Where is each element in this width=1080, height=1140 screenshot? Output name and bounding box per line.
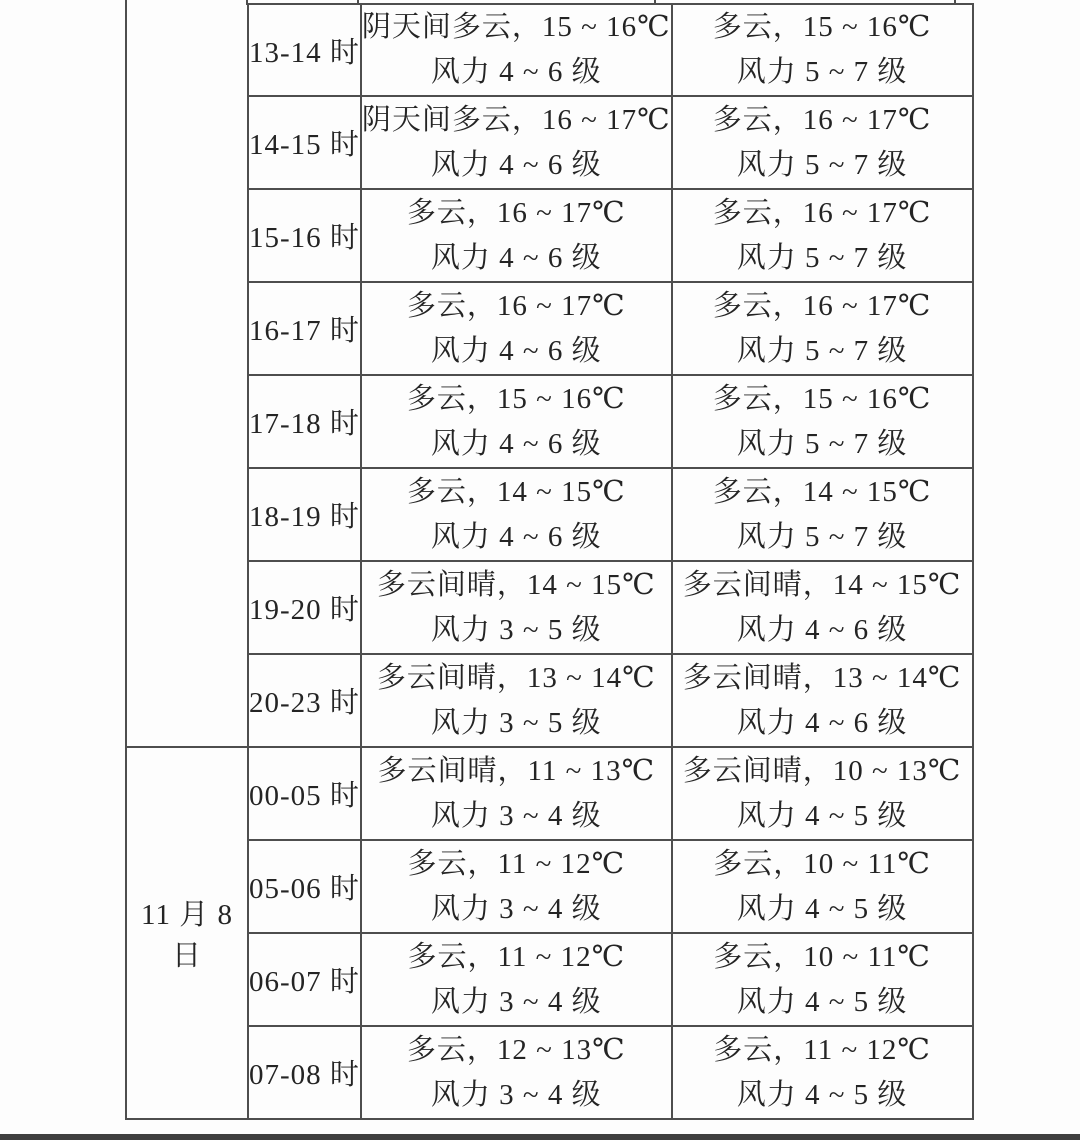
forecast-condition-line: 多云，16 ~ 17℃ [406,289,626,322]
forecast-condition-line: 多云间晴，14 ~ 15℃ [682,568,962,601]
forecast-row [126,1026,973,1119]
forecast-wind-line: 风力 3 ~ 4 级 [430,1078,602,1111]
time-range-cell: 18-19 时 [248,468,361,561]
forecast-wind-line: 风力 4 ~ 6 级 [430,56,602,88]
forecast-row [126,4,973,96]
forecast-condition-line: 多云间晴，13 ~ 14℃ [376,661,656,694]
day-forecast-cell [361,747,672,840]
forecast-wind-line: 风力 4 ~ 6 级 [430,334,602,367]
forecast-condition-line: 多云，11 ~ 12℃ [407,847,626,880]
night-forecast-cell [672,654,973,747]
night-forecast-cell [672,747,973,840]
forecast-condition-line: 多云，11 ~ 12℃ [713,1033,931,1066]
forecast-row [126,468,973,561]
time-range-cell: 16-17 时 [248,282,361,375]
forecast-condition-line: 阴天间多云，16 ~ 17℃ [361,103,671,136]
forecast-row [126,840,973,933]
forecast-wind-line: 风力 4 ~ 6 级 [736,706,908,739]
hourly-forecast-table [125,3,974,1120]
night-forecast-cell [672,1026,973,1119]
forecast-wind-line: 风力 3 ~ 5 级 [430,706,602,739]
forecast-wind-line: 风力 3 ~ 4 级 [430,985,602,1018]
forecast-wind-line: 风力 5 ~ 7 级 [736,56,908,88]
forecast-wind-line: 风力 5 ~ 7 级 [736,520,908,553]
time-range-cell: 17-18 时 [248,375,361,468]
night-forecast-cell [672,4,973,96]
forecast-condition-line: 多云，16 ~ 17℃ [712,103,932,136]
time-range-cell: 07-08 时 [248,1026,361,1119]
forecast-wind-line: 风力 5 ~ 7 级 [736,427,908,460]
night-forecast-cell [672,468,973,561]
forecast-condition-line: 多云间晴，13 ~ 14℃ [682,661,962,694]
time-range-cell: 14-15 时 [248,96,361,189]
day-forecast-cell [361,282,672,375]
time-range-cell: 06-07 时 [248,933,361,1026]
forecast-wind-line: 风力 4 ~ 6 级 [736,613,908,646]
time-range-cell: 05-06 时 [248,840,361,933]
forecast-condition-line: 多云，14 ~ 15℃ [712,475,932,508]
forecast-wind-line: 风力 5 ~ 7 级 [736,148,908,181]
forecast-wind-line: 风力 4 ~ 5 级 [736,985,908,1018]
forecast-wind-line: 风力 4 ~ 5 级 [736,1078,908,1111]
forecast-condition-line: 多云间晴，14 ~ 15℃ [376,568,656,601]
forecast-condition-line: 多云，15 ~ 16℃ [712,382,932,415]
day-forecast-cell [361,375,672,468]
forecast-condition-line: 多云，14 ~ 15℃ [406,475,626,508]
forecast-row [126,933,973,1026]
forecast-row [126,96,973,189]
night-forecast-cell [672,96,973,189]
forecast-condition-line: 多云，10 ~ 11℃ [713,940,931,973]
night-forecast-cell [672,561,973,654]
forecast-condition-line: 多云，15 ~ 16℃ [712,11,932,43]
time-range-cell: 20-23 时 [248,654,361,747]
time-range-cell: 15-16 时 [248,189,361,282]
forecast-condition-line: 多云，15 ~ 16℃ [406,382,626,415]
day-forecast-cell [361,4,672,96]
bottom-edge-bar [0,1134,1080,1140]
forecast-condition-line: 多云间晴，11 ~ 13℃ [377,754,656,787]
night-forecast-cell [672,933,973,1026]
day-forecast-cell [361,933,672,1026]
time-range-cell: 19-20 时 [248,561,361,654]
forecast-condition-line: 多云，16 ~ 17℃ [712,289,932,322]
forecast-row [126,375,973,468]
date-cell [126,4,248,747]
day-forecast-cell [361,96,672,189]
forecast-wind-line: 风力 3 ~ 4 级 [430,799,602,832]
forecast-condition-line: 多云，10 ~ 11℃ [713,847,931,880]
day-forecast-cell [361,561,672,654]
forecast-row [126,282,973,375]
forecast-wind-line: 风力 3 ~ 5 级 [430,613,602,646]
forecast-condition-line: 多云，16 ~ 17℃ [712,196,932,229]
forecast-condition-line: 多云，12 ~ 13℃ [406,1033,626,1066]
forecast-wind-line: 风力 4 ~ 6 级 [430,520,602,553]
forecast-condition-line: 多云间晴，10 ~ 13℃ [682,754,962,787]
forecast-row [126,654,973,747]
forecast-wind-line: 风力 5 ~ 7 级 [736,241,908,274]
forecast-row [126,189,973,282]
forecast-row [126,561,973,654]
time-range-cell: 00-05 时 [248,747,361,840]
date-cell: 11 月 8 日 [126,747,248,1119]
night-forecast-cell [672,282,973,375]
forecast-condition-line: 阴天间多云，15 ~ 16℃ [361,11,671,43]
forecast-wind-line: 风力 3 ~ 4 级 [430,892,602,925]
forecast-row [126,747,973,840]
forecast-wind-line: 风力 4 ~ 6 级 [430,427,602,460]
night-forecast-cell [672,840,973,933]
day-forecast-cell [361,840,672,933]
day-forecast-cell [361,189,672,282]
forecast-wind-line: 风力 5 ~ 7 级 [736,334,908,367]
night-forecast-cell [672,375,973,468]
time-range-cell: 13-14 时 [248,4,361,96]
night-forecast-cell [672,189,973,282]
forecast-wind-line: 风力 4 ~ 6 级 [430,241,602,274]
forecast-wind-line: 风力 4 ~ 5 级 [736,892,908,925]
forecast-wind-line: 风力 4 ~ 5 级 [736,799,908,832]
forecast-condition-line: 多云，16 ~ 17℃ [406,196,626,229]
day-forecast-cell [361,1026,672,1119]
day-forecast-cell [361,468,672,561]
forecast-wind-line: 风力 4 ~ 6 级 [430,148,602,181]
day-forecast-cell [361,654,672,747]
forecast-condition-line: 多云，11 ~ 12℃ [407,940,626,973]
